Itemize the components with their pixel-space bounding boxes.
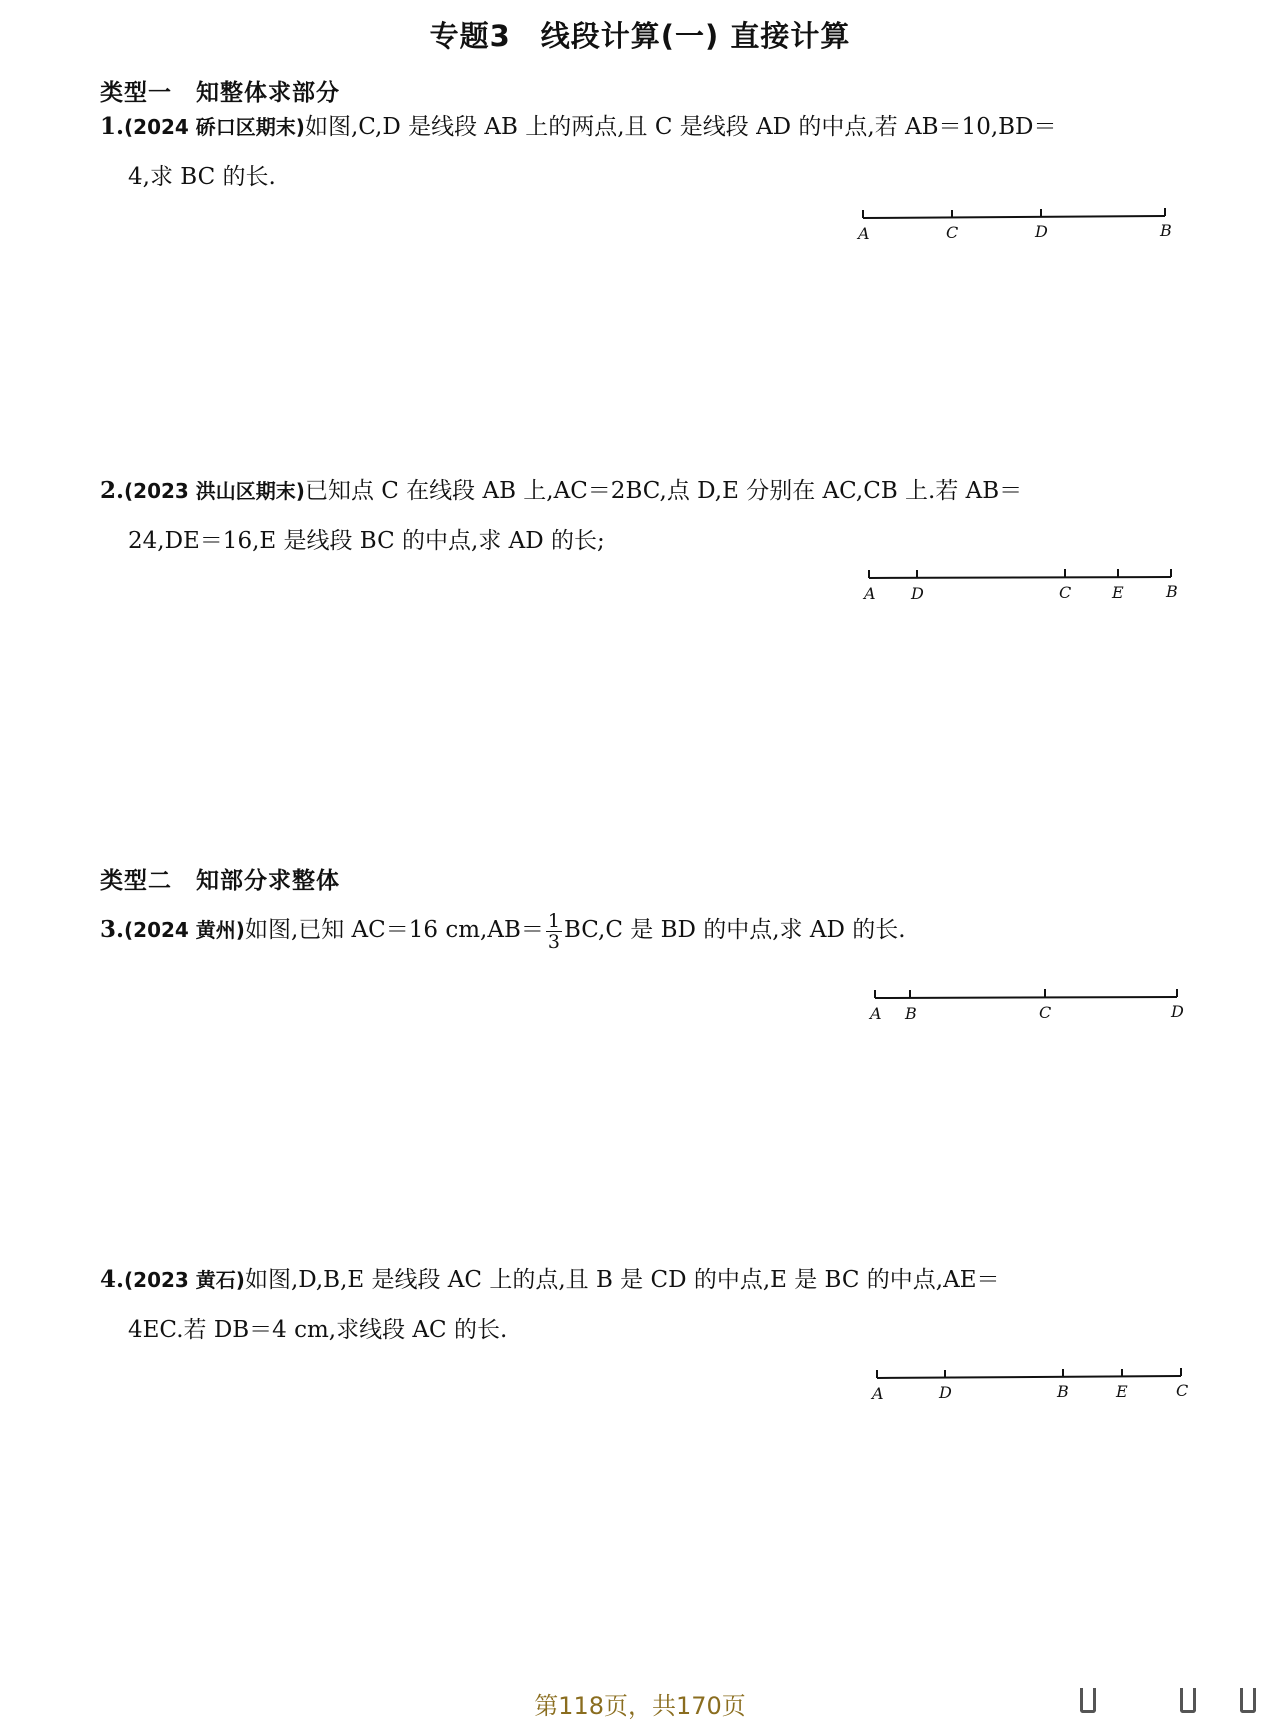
problem-number: 3. (100, 916, 125, 943)
point-label-d: D (1035, 222, 1048, 241)
point-label-e: E (1112, 583, 1124, 602)
problem-4-figure (874, 1368, 1194, 1408)
point-label-a: A (872, 1384, 884, 1403)
point-label-d: D (939, 1383, 952, 1402)
fraction (546, 911, 562, 952)
problem-text: 如图,已知 AC＝16 cm,AB＝ (244, 917, 544, 943)
problem-4-line-1 (100, 1255, 1180, 1305)
problem-2-figure (866, 568, 1186, 608)
point-label-d: D (1171, 1002, 1184, 1021)
fraction-denominator: 3 (547, 930, 560, 953)
viewer-toolbar-icon[interactable] (1180, 1688, 1196, 1713)
segment-line (869, 577, 1171, 578)
point-label-d: D (911, 584, 924, 603)
problem-source: (2024 黄州) (124, 918, 245, 942)
viewer-toolbar-icon[interactable] (1080, 1688, 1096, 1713)
problem-source: (2023 洪山区期末) (124, 479, 305, 503)
problem-number: 1. (100, 113, 125, 140)
problem-3 (100, 905, 1180, 955)
problem-1-line-1 (100, 102, 1180, 152)
point-label-b: B (905, 1004, 917, 1023)
viewer-toolbar-icon[interactable] (1240, 1688, 1256, 1713)
segment-line (875, 997, 1177, 998)
problem-2 (100, 466, 1180, 566)
problem-3-figure (872, 988, 1192, 1028)
problem-text: 如图,C,D 是线段 AB 上的两点,且 C 是线段 AD 的中点,若 AB＝10,BD＝ (304, 114, 1057, 140)
problem-source: (2023 黄石) (124, 1268, 245, 1292)
point-label-a: A (858, 224, 870, 243)
problem-1-figure (860, 208, 1180, 248)
point-label-b: B (1166, 582, 1178, 601)
point-label-c: C (946, 223, 959, 242)
section-heading-type-2: 类型二 知部分求整体 (100, 868, 340, 894)
problem-text: BC,C 是 BD 的中点,求 AD 的长. (563, 917, 906, 943)
problem-4 (100, 1255, 1180, 1355)
point-label-c: C (1059, 583, 1072, 602)
segment-line (877, 1376, 1181, 1378)
point-label-b: B (1160, 221, 1172, 240)
point-label-b: B (1057, 1382, 1069, 1401)
fraction-numerator: 1 (547, 909, 560, 932)
problem-text: 已知点 C 在线段 AB 上,AC＝2BC,点 D,E 分别在 AC,CB 上.若 AB＝ (304, 478, 1023, 504)
problem-1 (100, 102, 1180, 202)
point-label-a: A (864, 584, 876, 603)
problem-2-line-1 (100, 466, 1180, 516)
segment-line (863, 216, 1165, 218)
problem-number: 4. (100, 1266, 125, 1293)
problem-1-line-2: 4,求 BC 的长. (128, 164, 276, 190)
problem-text: 如图,D,B,E 是线段 AC 上的点,且 B 是 CD 的中点,E 是 BC 的中点,AE＝ (244, 1267, 1000, 1293)
section-heading-type-1: 类型一 知整体求部分 (100, 80, 340, 106)
problem-3-line-1 (100, 905, 1180, 955)
problem-2-line-2: 24,DE＝16,E 是线段 BC 的中点,求 AD 的长; (128, 528, 605, 554)
point-label-a: A (870, 1004, 882, 1023)
point-label-c: C (1039, 1003, 1052, 1022)
point-label-c: C (1176, 1381, 1189, 1400)
problem-number: 2. (100, 477, 125, 504)
problem-4-line-2: 4EC.若 DB＝4 cm,求线段 AC 的长. (128, 1317, 508, 1343)
page-title: 专题3 线段计算(一) 直接计算 (429, 19, 851, 53)
point-label-e: E (1116, 1382, 1128, 1401)
page-counter: 第118页，共170页 (534, 1692, 746, 1720)
problem-source: (2024 硚口区期末) (124, 115, 305, 139)
